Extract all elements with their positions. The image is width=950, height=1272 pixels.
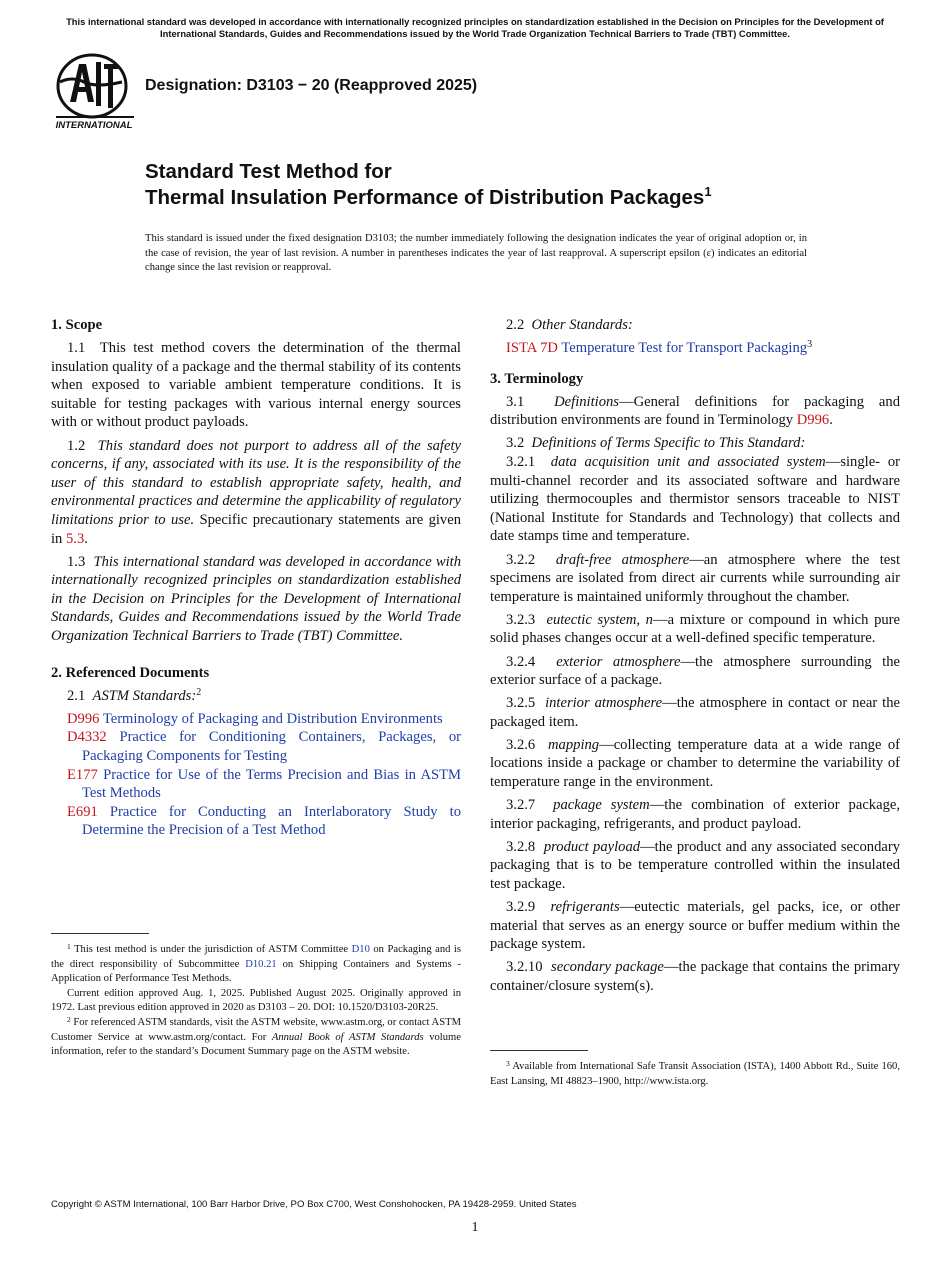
title-footnote-mark: 1	[704, 184, 712, 199]
def-3-2-10: 3.2.10 secondary package—the package that contains the primary container/closure system(s).	[490, 959, 901, 994]
def-3-2-3: 3.2.3 eutectic system, n—a mixture or compound in which pure solid phases changes occur at a well-defined specific temperature.	[490, 611, 900, 647]
left-column	[51, 316, 461, 840]
title-line-2: Thermal Insulation Performance of Distribution Packages$^1$	[145, 184, 712, 209]
logo-org-text: INTERNATIONAL	[55, 120, 133, 131]
ref-title-e691[interactable]: Practice for Conducting an Interlaboratory Study to Determine the Precision of a Test Method	[82, 803, 461, 839]
footnote-1: $^1$ This test method is under the jurisdiction of ASTM Committee D10 on Packaging and is the direct responsibility of Subcommittee D10.21 on Shipping Containers and Systems - Application of Performance Test Methods.	[51, 942, 461, 985]
ref-code-d996[interactable]: D996	[67, 710, 100, 727]
ref-code-e177[interactable]: E177	[67, 766, 98, 783]
link-5-3[interactable]: 5.3	[66, 530, 85, 547]
def-3-2-1: 3.2.1 data acquisition unit and associated system—single- or multi-channel recorder and its associated software and hardware utilizing thermocouples and thermistor sensors traceable to NIST (National Institute for Standards and Technology) that collects and date stamps time and temperature.	[490, 454, 900, 545]
ref-e177	[51, 766, 461, 803]
footnote-2: $^2$ For referenced ASTM standards, visit the ASTM website, www.astm.org, or contact ASTM Customer Service at www.astm.org/contact. For Annual Book of ASTM Standards volume information, refer to the standard’s Document Summary page on the ASTM website.	[51, 1014, 461, 1058]
ref-e691	[51, 803, 461, 840]
footnotes-left	[51, 943, 461, 1060]
para-1-3: 1.3 This international standard was developed in accordance with internationally recognized principles on standardization established in the Decision on Principles for the Development of International Standards, Guides and Recommendations issued by the World Trade Organization Technical Barriers to Trade (TBT) Committee.	[51, 553, 462, 644]
footnote-3: $^3$ Available from International Safe Transit Association (ISTA), 1400 Abbott Rd., Suite 160, East Lansing, MI 48823–1900, http://www.ista.org.	[490, 1059, 900, 1087]
footnote-1-edition: Current edition approved Aug. 1, 2025. Published August 2025. Originally approved in 1972. Last previous edition approved in 2020 as D3103 – 20. DOI: 10.1520/D3103-20R25.	[51, 987, 461, 1014]
para-2-1: 2.1 ASTM Standards:$^2$	[67, 686, 202, 704]
link-d10[interactable]: D10	[351, 944, 370, 955]
title-line-1: Standard Test Method for	[145, 160, 392, 183]
def-3-2-6: 3.2.6 mapping—collecting temperature data at a wide range of locations inside a package or chamber to determine the variability of temperature range in the environment.	[490, 736, 901, 791]
right-column	[490, 316, 900, 1000]
astm-logo-icon	[52, 52, 136, 132]
para-2-2: 2.2 Other Standards:	[506, 317, 633, 333]
footnotes-right	[490, 1060, 900, 1089]
def-3-2-5: 3.2.5 interior atmosphere—the atmosphere in contact or near the packaged item.	[490, 695, 901, 730]
link-d10-21[interactable]: D10.21	[245, 958, 277, 970]
ref-title-d996[interactable]: Terminology of Packaging and Distribution Environments	[102, 710, 443, 727]
ref-ista-7d: ISTA 7D Temperature Test for Transport Packaging$^3$	[506, 339, 813, 357]
def-3-2-9: 3.2.9 refrigerants—eutectic materials, gel packs, ice, or other material that serves as an energy source or buffer medium within the package system.	[490, 899, 901, 953]
link-d996[interactable]: D996	[796, 412, 830, 429]
designation: Designation: D3103 − 20 (Reapproved 2025)	[145, 77, 478, 94]
para-1-2: 1.2 This standard does not purport to address all of the safety concerns, if any, associated with its use. It is the responsibility of the user of this standard to establish appropriate safety, health, and environmental practices and determine the applicability of regulatory limitations prior to use. Specific precautionary statements are given in 5.3.	[51, 437, 461, 547]
footnote-rule-right	[490, 1050, 588, 1051]
ref-d996	[51, 710, 461, 729]
section-3-heading: 3. Terminology	[490, 370, 584, 387]
section-1-heading: 1. Scope	[51, 317, 103, 333]
astm-logo	[52, 52, 136, 132]
issued-note: This standard is issued under the fixed designation D3103; the number immediately following the designation indicates the year of original adoption or, in the case of revision, the year of last revision. A number in parentheses indicates the year of last reapproval. A superscript epsilon (ε) indicates an editorial change since the last revision or reapproval.	[145, 233, 807, 274]
footnote-rule-left	[51, 933, 149, 934]
ref-code-e691[interactable]: E691	[67, 803, 98, 820]
def-3-2-8: 3.2.8 product payload—the product and any associated secondary packaging that is to be temperature controlled within the insulated test package.	[490, 838, 901, 893]
copyright: Copyright © ASTM International, 100 Barr Harbor Drive, PO Box C700, West Conshohocken, PA 19428-2959. United States	[51, 1199, 577, 1210]
def-3-2-2: 3.2.2 draft-free atmosphere—an atmosphere where the test specimens are isolated from direct air currents while surrounding air temperature is maintained uniformly throughout the chamber.	[490, 551, 900, 605]
page-number: 1	[471, 1220, 479, 1235]
ref-title-d4332[interactable]: Practice for Conditioning Containers, Packages, or Packaging Components for Testing	[82, 729, 462, 764]
para-3-1: 3.1 Definitions—General definitions for packaging and distribution environments are found in Terminology D996.	[490, 393, 900, 429]
top-notice: This international standard was developed in accordance with internationally recognized principles on standardization established in the Decision on Principles for the Development of International Standards, Guides and Recommendations issued by the World Trade Organization Technical Barriers to Trade (TBT) Committee.	[66, 16, 884, 39]
section-2-heading: 2. Referenced Documents	[51, 664, 210, 681]
para-1-1: 1.1 This test method covers the determination of the thermal insulation quality of a package and the thermal stability of its contents when exposed to variable ambient temperature conditions. It is suitable for testing packages with various internal energy sources with or without product payloads.	[51, 340, 461, 431]
def-3-2-4: 3.2.4 exterior atmosphere—the atmosphere surrounding the exterior surface of a package.	[490, 653, 900, 689]
ref-code-ista[interactable]: ISTA 7D	[506, 340, 558, 357]
ref-code-d4332[interactable]: D4332	[67, 729, 107, 746]
ref-title-ista[interactable]: Temperature Test for Transport Packaging	[561, 340, 808, 357]
ref-title-e177[interactable]: Practice for Use of the Terms Precision and Bias in ASTM Test Methods	[82, 766, 461, 802]
ref-d4332	[51, 728, 461, 765]
para-3-2: 3.2 Definitions of Terms Specific to This Standard:	[506, 435, 806, 452]
def-3-2-7: 3.2.7 package system—the combination of exterior package, interior packaging, refrigerants, and product payload.	[490, 797, 900, 832]
document-title	[145, 159, 865, 211]
